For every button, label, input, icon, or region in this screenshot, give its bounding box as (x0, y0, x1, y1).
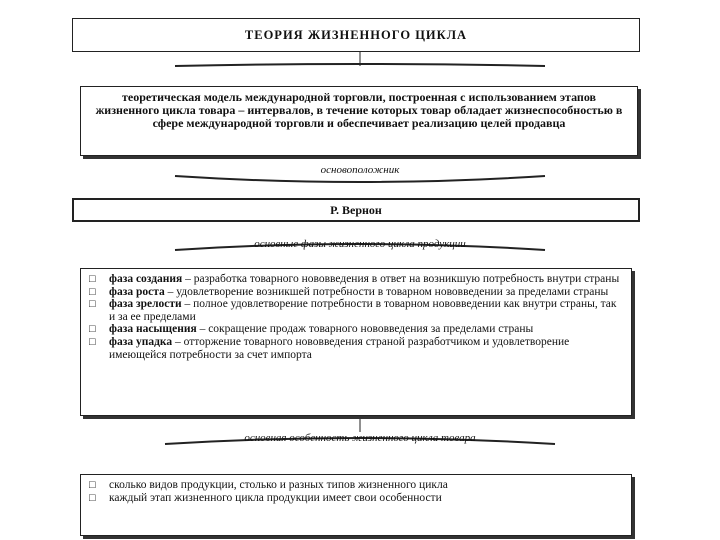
phase-text: – сокращение продаж товарного нововведения за пределами страны (196, 323, 534, 336)
phase-text: – разработка товарного нововведения в ответ на возникшую потребность внутри страны (182, 273, 620, 285)
author-box: Р. Вернон (72, 198, 640, 222)
list-item (89, 286, 621, 299)
feature-text: каждый этап жизненного цикла продукции имеет свои особенности (109, 491, 442, 504)
phase-name: фаза упадка (109, 335, 173, 348)
feature-label: основная особенность жизненного цикла товара (244, 432, 476, 444)
features-box (80, 474, 632, 536)
checkbox-bullet-icon: □ (89, 285, 96, 298)
list-item (89, 336, 621, 361)
phases-label: основные фазы жизненного цикла продукции (254, 238, 466, 250)
phase-name: фаза насыщения (109, 323, 197, 336)
phase-text: – полное удовлетворение потребности в товарном нововведении как внутри страны, так и за ее пределами (109, 298, 617, 323)
phase-name: фаза зрелости (109, 298, 182, 311)
checkbox-bullet-icon: □ (89, 479, 96, 491)
list-item (89, 492, 621, 505)
checkbox-bullet-icon: □ (89, 273, 96, 285)
list-item (89, 298, 621, 323)
phase-name: фаза роста (109, 285, 165, 298)
phase-text: – отторжение товарного нововведения страной разработчиком и удовлетворение имеющейся потребности за счет импорта (109, 335, 570, 361)
feature-text: сколько видов продукции, столько и разных типов жизненного цикла (109, 479, 448, 491)
definition-box: теоретическая модель международной торговли, построенная с использованием этапов жизненного цикла товара – интервалов, в течение которых товар обладает жизнеспособностью в сфере международной торговли и обеспечивает реализацию целей продавца (80, 86, 638, 156)
phase-name: фаза создания (109, 273, 183, 285)
founder-label: основоположник (320, 164, 400, 176)
checkbox-bullet-icon: □ (89, 335, 96, 348)
list-item (89, 479, 621, 492)
checkbox-bullet-icon: □ (89, 491, 96, 504)
checkbox-bullet-icon: □ (89, 298, 96, 311)
phase-text: – удовлетворение возникшей потребности в товарном нововведении за пределами страны (164, 285, 609, 298)
checkbox-bullet-icon: □ (89, 323, 96, 336)
diagram-title: ТЕОРИЯ ЖИЗНЕННОГО ЦИКЛА (72, 18, 640, 52)
list-item (89, 273, 621, 286)
list-item (89, 323, 621, 336)
phases-box (80, 268, 632, 416)
